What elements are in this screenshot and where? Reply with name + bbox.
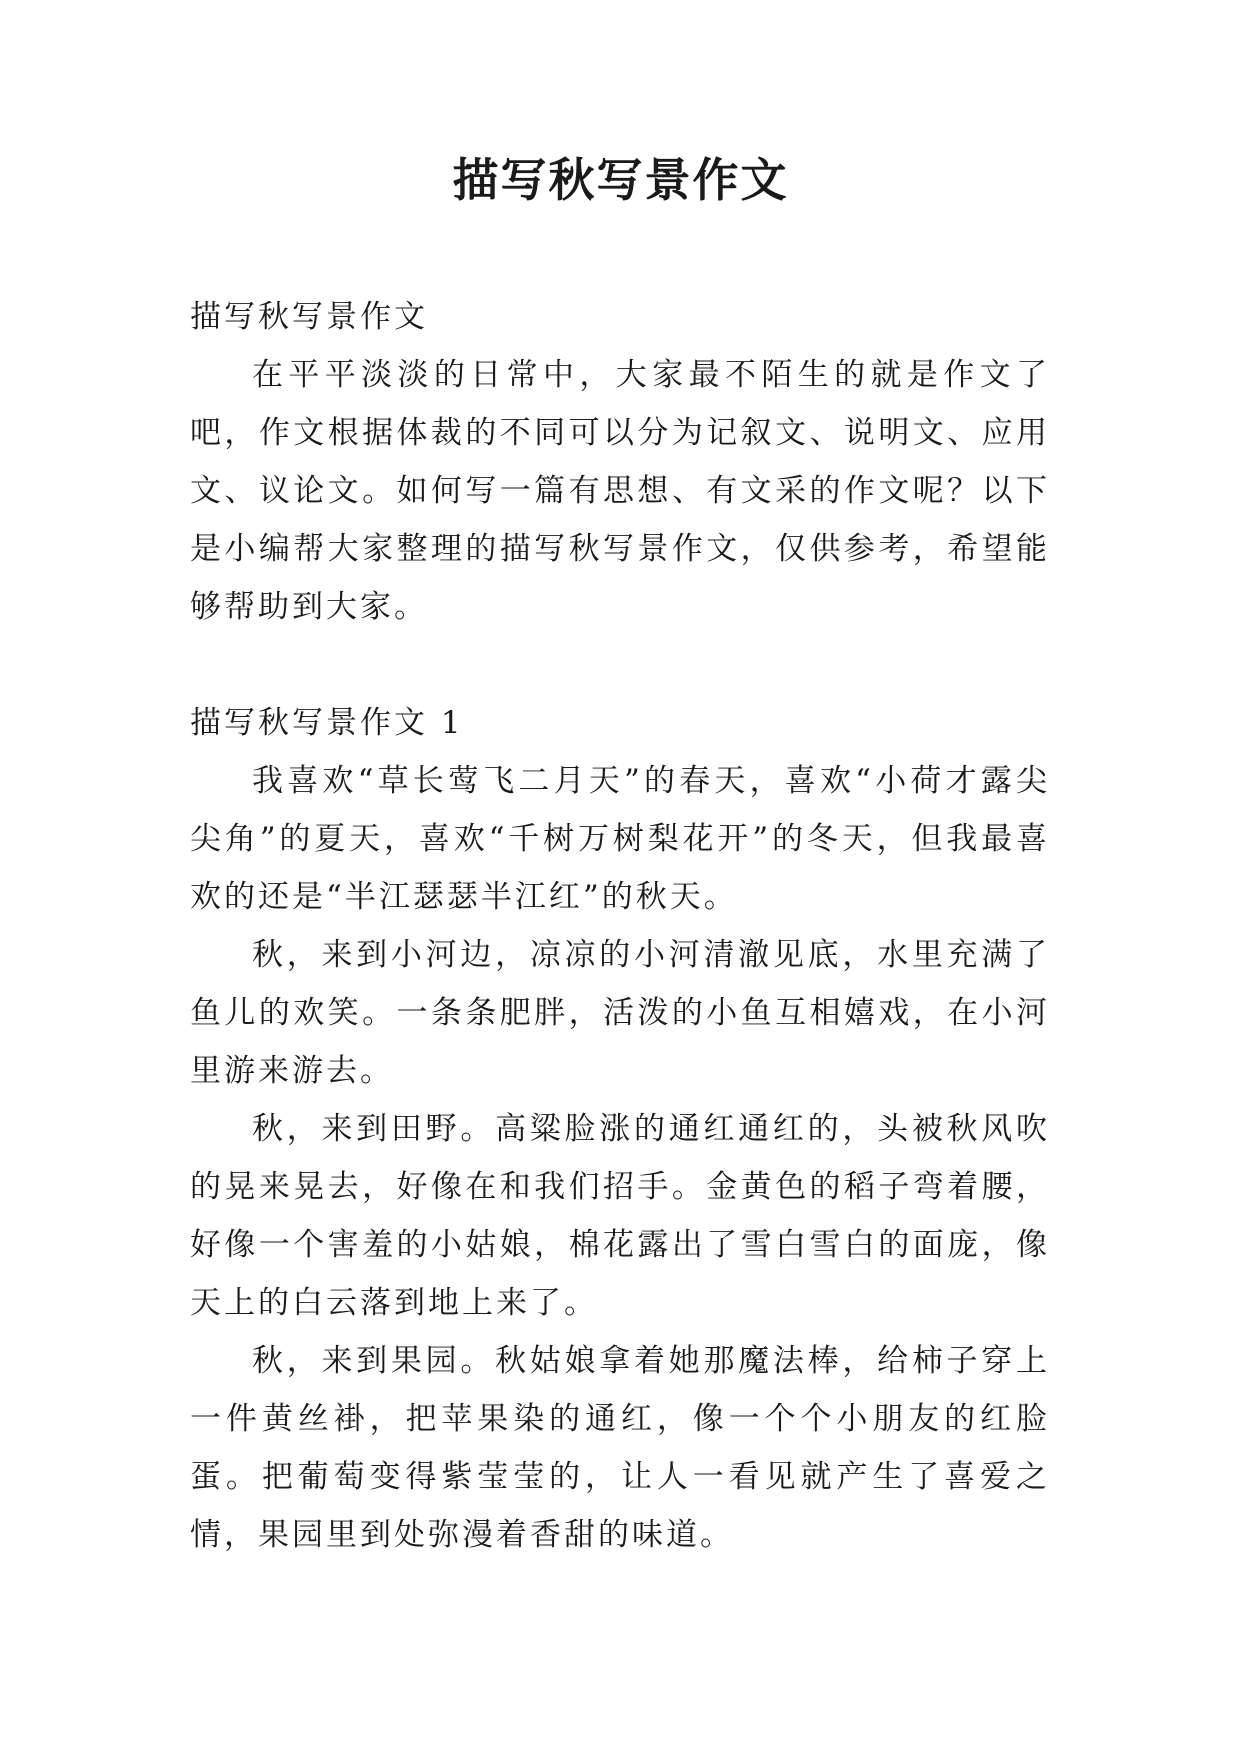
document-title: 描写秋写景作文 — [452, 153, 789, 207]
intro-paragraph: 在平平淡淡的日常中，大家最不陌生的就是作文了吧，作文根据体裁的不同可以分为记叙文、说明文、应用文、议论文。如何写一篇有思想、有文采的作文呢？以下是小编帮大家整理的描写秋写景作文，仅供参考，希望能够帮助到大家。 — [190, 357, 1050, 625]
intro-heading: 描写秋写景作文 — [190, 299, 428, 335]
section-1-paragraph-3: 秋，来到田野。高粱脸涨的通红通红的，头被秋风吹的晃来晃去，好像在和我们招手。金黄色的稻子弯着腰，好像一个害羞的小姑娘，棉花露出了雪白雪白的面庞，像天上的白云落到地上来了。 — [190, 1111, 1050, 1321]
document-body — [190, 288, 1050, 1564]
section-spacer — [190, 636, 1050, 694]
section-1-heading: 描写秋写景作文 1 — [190, 705, 464, 741]
section-1-paragraph-4: 秋，来到果园。秋姑娘拿着她那魔法棒，给柿子穿上一件黄丝褂，把苹果染的通红，像一个个小朋友的红脸蛋。把葡萄变得紫莹莹的，让人一看见就产生了喜爱之情，果园里到处弥漫着香甜的味道。 — [190, 1343, 1050, 1553]
section-1-paragraph-2: 秋，来到小河边，凉凉的小河清澈见底，水里充满了鱼儿的欢笑。一条条肥胖，活泼的小鱼互相嬉戏，在小河里游来游去。 — [190, 937, 1050, 1089]
section-1-paragraph-1: 我喜欢“草长莺飞二月天”的春天，喜欢“小荷才露尖尖角”的夏天，喜欢“千树万树梨花开”的冬天，但我最喜欢的还是“半江瑟瑟半江红”的秋天。 — [190, 763, 1050, 915]
